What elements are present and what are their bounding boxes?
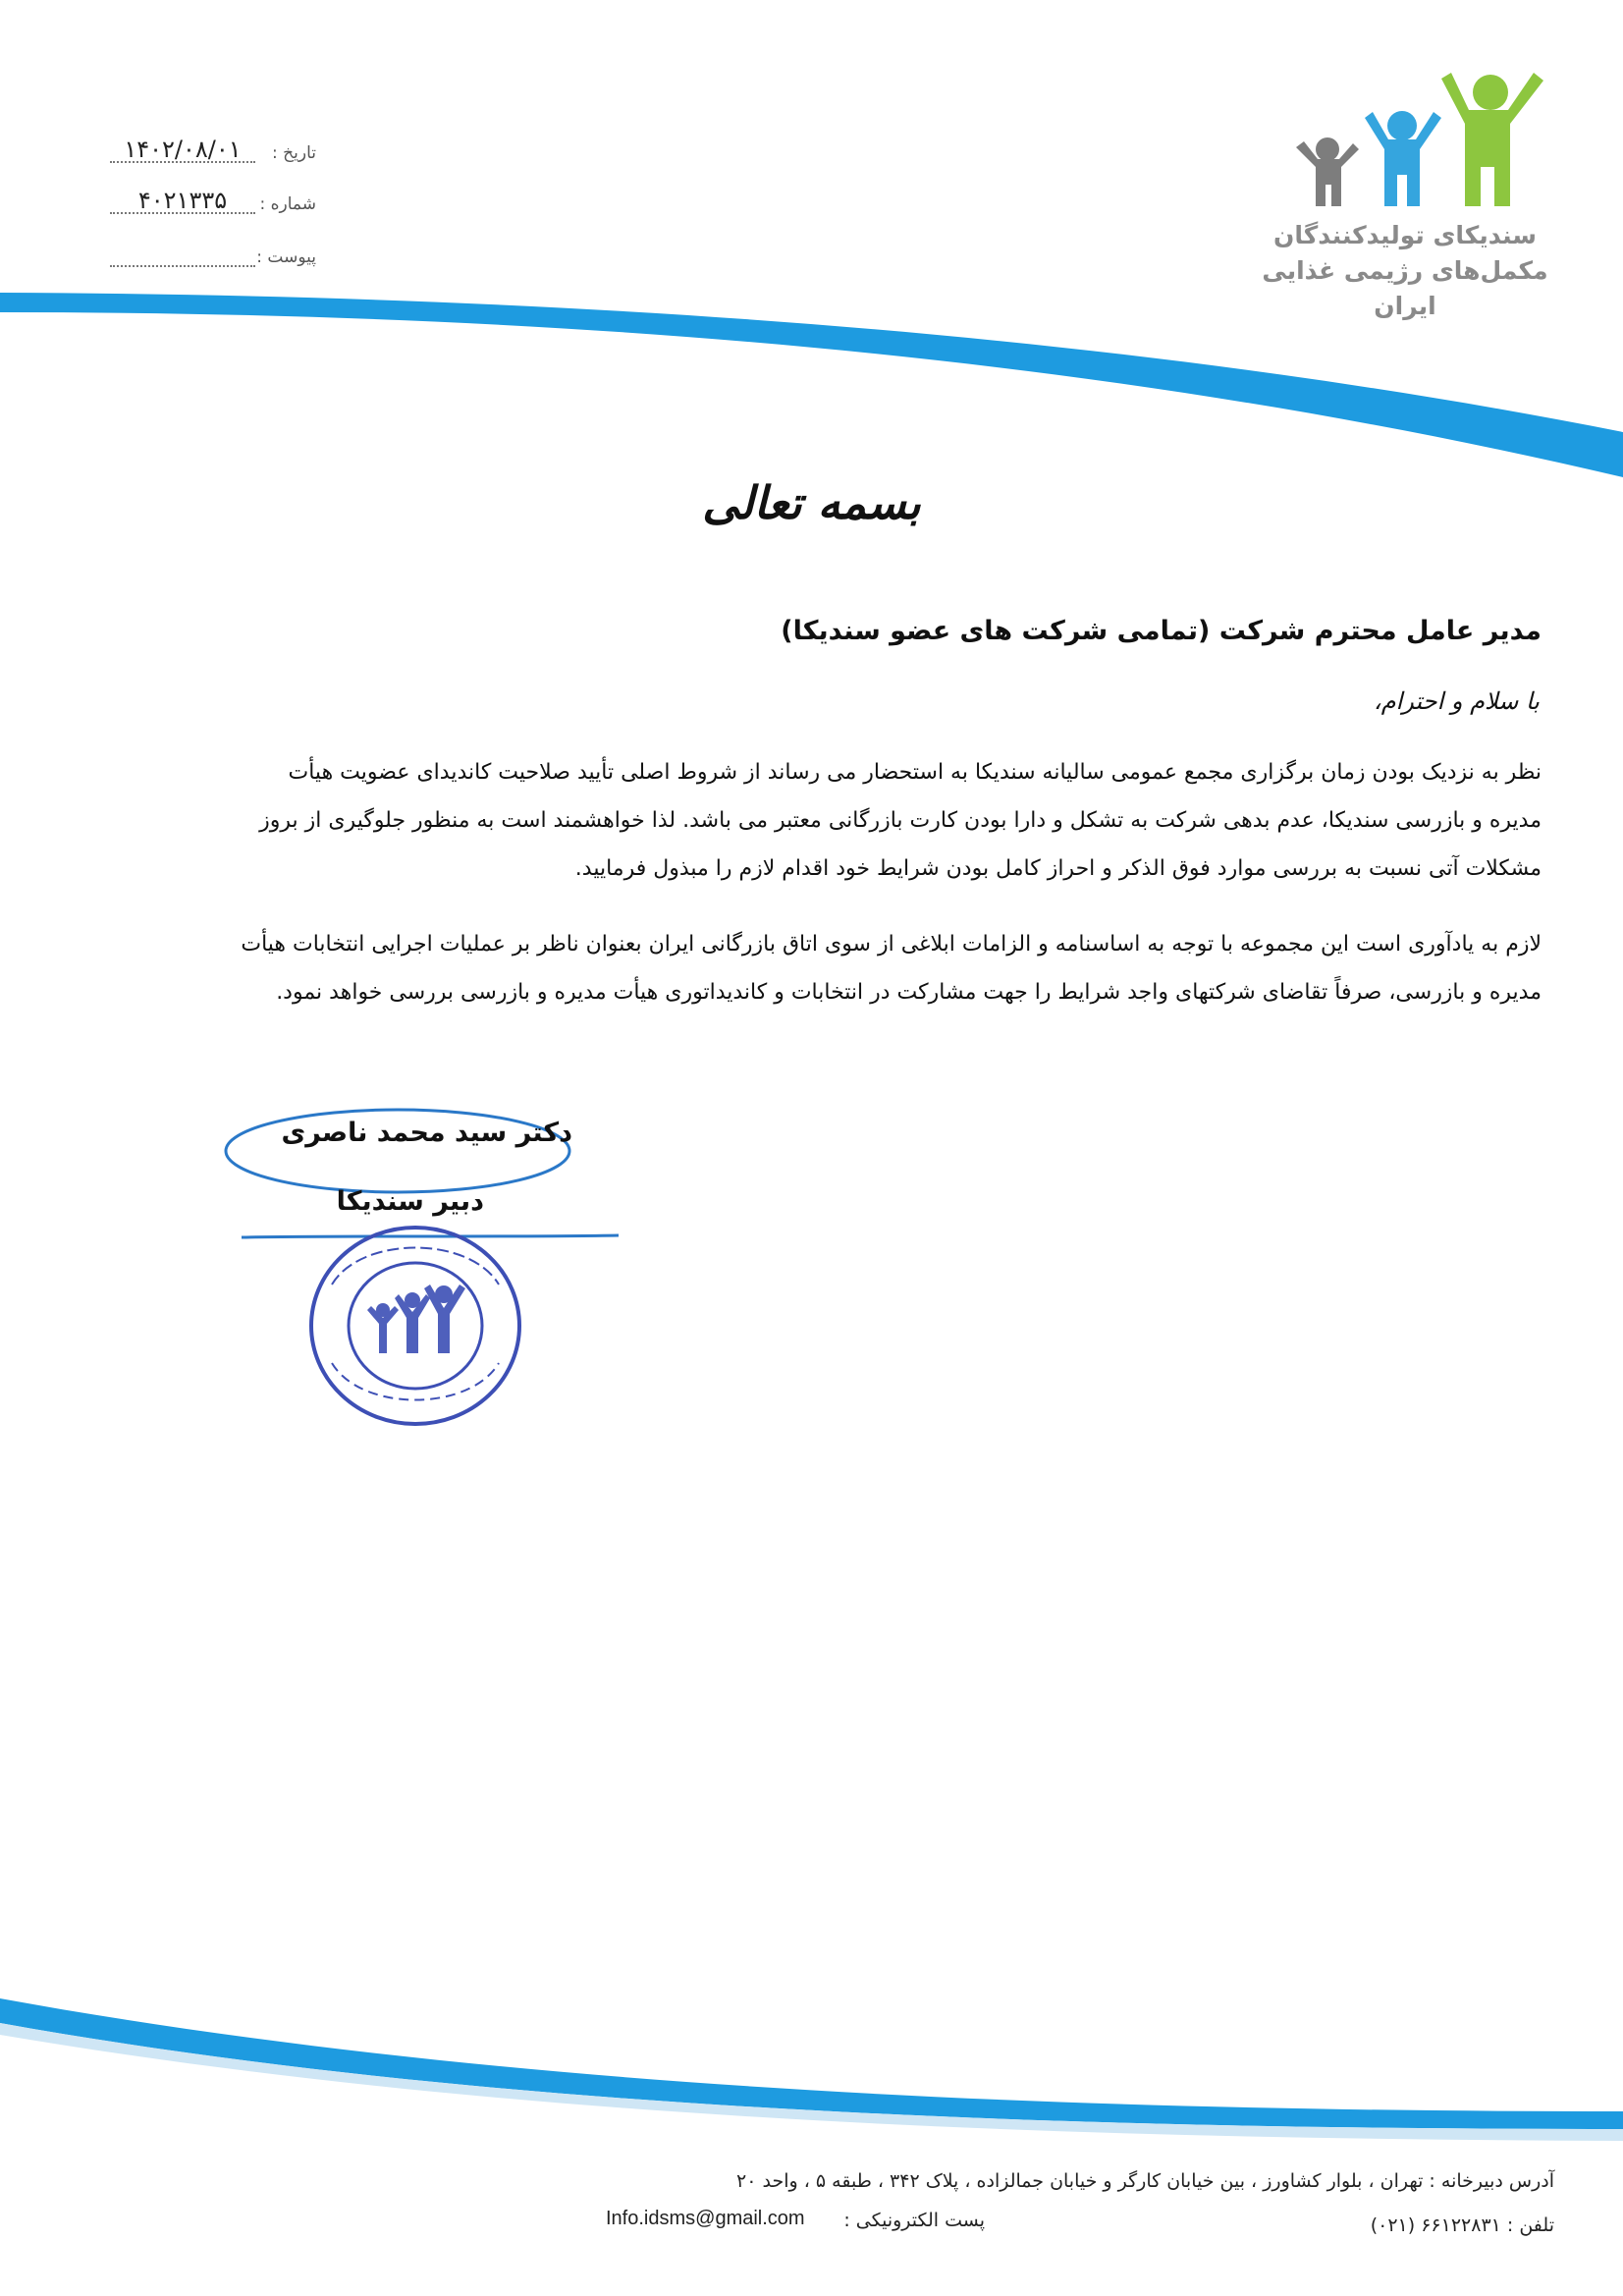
paragraph-1-line: مشکلات آتی نسبت به بررسی موارد فوق الذکر و احراز کامل بودن شرایط خود اقدام لازم را مبذول فرمایید.: [574, 856, 1542, 881]
paragraph-1-line: مدیره و بازرسی سندیکا، عدم بدهی شرکت به تشکل و دارا بودن کارت بازرگانی معتبر می باشد. لذا خواهشمند است به منظور جلوگیری از بروز: [259, 808, 1542, 833]
date-row: [110, 136, 316, 169]
paragraph-2-line: لازم به یادآوری است این مجموعه با توجه به اساسنامه و الزامات ابلاغی از سوی اتاق بازرگانی ایران بعنوان ناظر بر عملیات اجرایی انتخابات هیأت: [241, 932, 1542, 957]
attachment-label: پیوست :: [256, 247, 316, 267]
number-value: ۴۰۲۱۳۳۵: [110, 187, 255, 214]
logo-text: [1258, 218, 1552, 324]
signer-title: دبیر سندیکا: [336, 1186, 484, 1217]
attachment-row: [110, 240, 316, 273]
greeting: با سلام و احترام،: [1373, 687, 1540, 715]
logo-line-1: سندیکای تولیدکنندگان: [1273, 221, 1537, 249]
paragraph-2-line: مدیره و بازرسی، صرفاً تقاضای شرکتهای واجد شرایط را جهت مشارکت در انتخابات و کاندیداتوری هیأت مدیره و بازرسی بررسی خواهد نمود.: [276, 980, 1542, 1005]
footer-address: آدرس دبیرخانه : تهران ، بلوار کشاورز ، بین خیابان کارگر و خیابان جمالزاده ، پلاک ۳۴۲ ، طبقه ۵ ، واحد ۲۰: [736, 2170, 1554, 2192]
logo-figures-icon: [1286, 69, 1561, 216]
signer-name: دکتر سید محمد ناصری: [281, 1118, 572, 1148]
paragraph-1-line: نظر به نزدیک بودن زمان برگزاری مجمع عمومی سالیانه سندیکا به استحضار می رساند از شروط اصلی تأیید صلاحیت کاندیدای عضویت هیأت: [288, 760, 1542, 785]
logo-line-2: مکمل‌های رژیمی غذایی: [1262, 256, 1548, 285]
date-label: تاریخ :: [272, 143, 316, 163]
number-row: [110, 187, 316, 220]
footer-email[interactable]: Info.idsms@gmail.com: [606, 2208, 805, 2229]
attachment-value: [110, 240, 255, 267]
date-value: ۱۴۰۲/۰۸/۰۱: [110, 136, 255, 163]
footer-email-label: پست الکترونیکی :: [843, 2210, 985, 2231]
logo-line-3: ایران: [1374, 292, 1436, 320]
footer-phone: تلفن : ۶۶۱۲۲۸۳۱ (۰۲۱): [1370, 2214, 1554, 2236]
number-label: شماره :: [259, 194, 316, 214]
paragraph-1: [118, 748, 1542, 893]
recipient: مدیر عامل محترم شرکت (تمامی شرکت های عضو سندیکا): [781, 616, 1542, 646]
official-stamp-icon: [302, 1216, 528, 1432]
paragraph-2: [118, 920, 1542, 1016]
letter-heading: بسمه تعالی: [702, 476, 921, 529]
